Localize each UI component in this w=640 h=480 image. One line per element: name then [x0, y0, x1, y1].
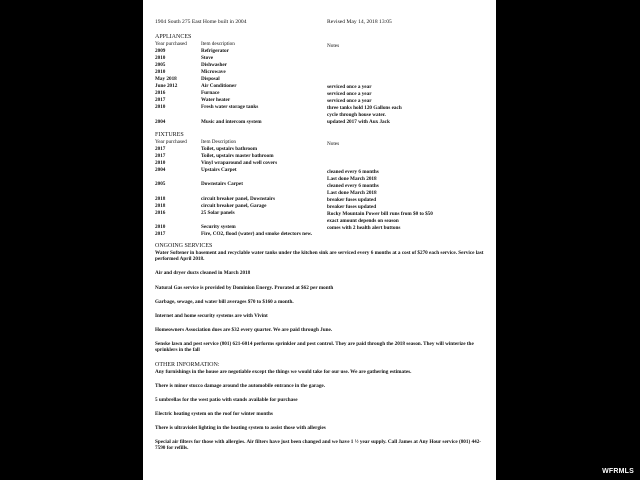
appliance-item: Water heater [201, 97, 231, 103]
fixture-item: circuit breaker panel, Garage [201, 203, 267, 209]
fixture-note: Rocky Mountain Power bill runs from $0 to $50 [327, 211, 433, 217]
appliance-year: 2009 [155, 48, 166, 54]
ongoing-services-heading: ONGOING SERVICES [155, 243, 213, 249]
other-information-heading: OTHER INFORMATION: [155, 362, 220, 368]
other-paragraph: There is ultraviolet lighting in the heating system to assist those with allergies [155, 425, 326, 431]
appliances-col-item: Item description [201, 41, 235, 47]
fixture-year: 2010 [155, 160, 166, 166]
appliance-item: Music and intercom system [201, 119, 262, 125]
ongoing-paragraph: Garbage, sewage, and water bill averages $70 to $160 a month. [155, 299, 294, 305]
fixture-note: breaker fuses updated [327, 204, 377, 210]
fixture-year: 2017 [155, 153, 166, 159]
appliance-note: updated 2017 with Aux Jack [327, 119, 390, 125]
ongoing-paragraph: Internet and home security systems are with Vivint [155, 313, 268, 319]
fixture-year: 2005 [155, 181, 166, 187]
appliances-heading: APPLIANCES [155, 34, 192, 40]
ongoing-paragraph: Senske lawn and pest service (801) 621-6014 performs sprinkler and pest control. They are paid through the 2018 season. They will winterize the sprinklers in the fall [155, 341, 474, 354]
appliance-item: Air Conditioner [201, 83, 237, 89]
appliance-year: 2005 [155, 62, 166, 68]
appliance-note: serviced once a year [327, 98, 372, 104]
fixture-item: 25 Solar panels [201, 210, 235, 216]
fixture-year: 2004 [155, 167, 166, 173]
other-paragraph: Electric heating system on the roof for winter months [155, 411, 273, 417]
fixtures-col-item: Item Description [201, 139, 237, 145]
fixtures-col-year: Year purchased [155, 139, 187, 145]
appliances-col-year: Year purchased [155, 41, 187, 47]
appliance-item: Stove [201, 55, 214, 61]
fixture-item: circuit breaker panel, Downstairs [201, 196, 276, 202]
fixture-year: 2018 [155, 203, 166, 209]
fixture-year: 2018 [155, 196, 166, 202]
appliance-year: 2004 [155, 119, 166, 125]
appliance-year: 2016 [155, 90, 166, 96]
ongoing-paragraph: Air and dryer ducts cleaned in March 2018 [155, 270, 251, 276]
fixture-year: 2017 [155, 146, 166, 152]
fixture-note: Last done March 2018 [327, 176, 377, 182]
fixture-item: Downstairs Carpet [201, 181, 243, 187]
other-paragraph: Any furnishings in the house are negotiable except the things we would take for our use. We are gathering estimates. [155, 369, 412, 375]
fixture-note: breaker fuses updated [327, 197, 377, 203]
fixtures-col-notes: Notes [327, 141, 340, 147]
revision-date: Revised May 14, 2018 13:05 [327, 19, 392, 25]
appliance-year: May 2018 [155, 76, 177, 82]
appliance-item: Fresh water storage tanks [201, 104, 259, 110]
fixture-note: comes with 2 health alert buttons [327, 225, 401, 231]
appliance-note: serviced once a year [327, 91, 372, 97]
appliance-item: Microwave [201, 69, 226, 75]
appliance-item: Refrigerator [201, 48, 229, 54]
appliance-year: 2010 [155, 104, 166, 110]
appliance-year: 2017 [155, 97, 166, 103]
fixture-note: cleaned every 6 months [327, 169, 379, 175]
fixture-item: Toilet, upstairs bathroom [201, 146, 258, 152]
fixture-year: 2017 [155, 231, 166, 237]
mls-watermark: WFRMLS [602, 468, 634, 475]
other-paragraph: Special air filters for those with allergies. Air filters have just been changed and we have 1 ½ year supply. Call James at Any Hour service (801) 442-7590 for refills. [155, 439, 482, 452]
appliance-item: Dishwasher [201, 62, 227, 68]
ongoing-paragraph: Homeowners Association dues are $32 every quarter. We are paid through June. [155, 327, 333, 333]
document-address: 1904 South 275 East Home built in 2004 [155, 19, 247, 25]
fixture-item: Upstairs Carpet [201, 167, 237, 173]
ongoing-paragraph: Natural Gas service is provided by Dominion Energy. Prorated at $62 per month [155, 285, 334, 291]
document-page [143, 0, 496, 480]
appliance-year: June 2012 [155, 83, 178, 89]
appliance-note: three tanks hold 120 Gallons each [327, 105, 402, 111]
fixture-item: Toilet, upstairs master bathroom [201, 153, 274, 159]
fixture-year: 2016 [155, 210, 166, 216]
fixture-item: Security system [201, 224, 236, 230]
other-paragraph: There is minor stucco damage around the automobile entrance in the garage. [155, 383, 326, 389]
fixture-item: Vinyl wraparound and well covers [201, 160, 278, 166]
fixture-item: Fire, CO2, flood (water) and smoke detectors new. [201, 231, 313, 237]
appliance-note: serviced once a year [327, 84, 372, 90]
fixture-year: 2010 [155, 224, 166, 230]
fixture-note: exact amount depends on season [327, 218, 399, 224]
appliance-item: Disposal [201, 76, 220, 82]
appliance-year: 2010 [155, 55, 166, 61]
appliance-item: Furnace [201, 90, 220, 96]
ongoing-paragraph: Water Softener in basement and recyclable water tanks under the kitchen sink are serviced every 6 months at a cost of $270 each service. Service last performed April 2018. [155, 250, 484, 263]
fixture-note: cleaned every 6 months [327, 183, 379, 189]
fixture-note: Last done March 2018 [327, 190, 377, 196]
appliance-year: 2010 [155, 69, 166, 75]
fixtures-heading: FIXTURES [155, 132, 184, 138]
other-paragraph: 5 umbrellas for the west patio with stands available for purchase [155, 397, 298, 403]
appliances-col-notes: Notes [327, 43, 340, 49]
appliance-note: cycle through house water. [327, 112, 386, 118]
